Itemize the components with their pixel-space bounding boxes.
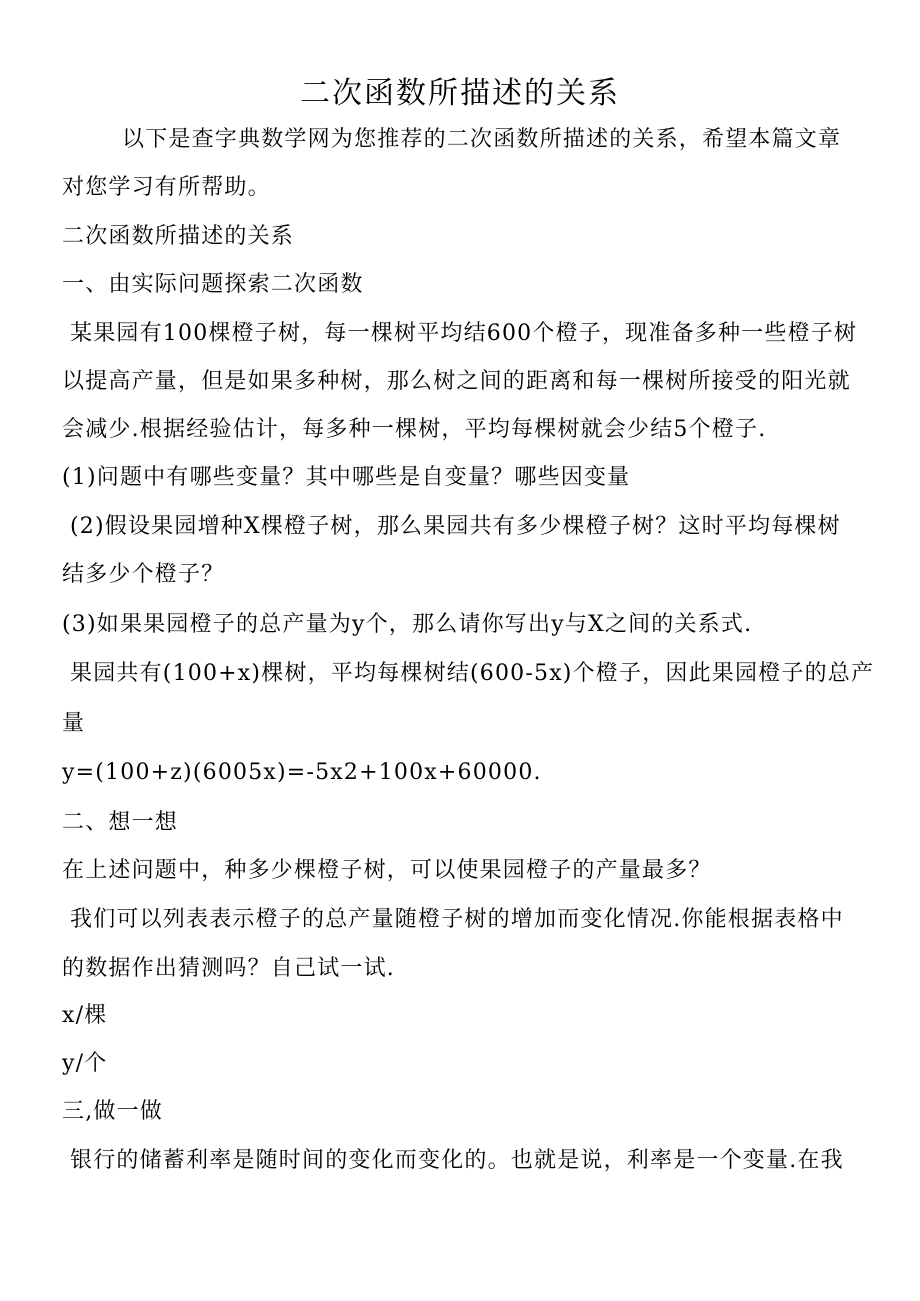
section-three-heading: 三,做一做 [62, 1099, 163, 1124]
paragraph-line: 会减少.根据经验估计，每多种一棵树，平均每棵树就会少结5个橙子. [62, 417, 767, 442]
paragraph-line: 银行的储蓄利率是随时间的变化而变化的。也就是说，利率是一个变量.在我 [70, 1148, 844, 1173]
intro-line-2: 对您学习有所帮助。 [62, 175, 271, 200]
intro-line-1: 以下是查字典数学网为您推荐的二次函数所描述的关系，希望本篇文章 [122, 127, 842, 152]
paragraph-line: 以提高产量，但是如果多种树，那么树之间的距离和每一棵树所接受的阳光就 [62, 369, 851, 394]
section-heading: 二次函数所描述的关系 [62, 224, 295, 249]
section-two-heading: 二、想一想 [62, 810, 179, 835]
question-3: (3)如果果园橙子的总产量为y个，那么请你写出y与X之间的关系式. [62, 612, 753, 637]
section-one-heading: 一、由实际问题探索二次函数 [62, 272, 364, 297]
formula-line: y=(100+z)(6005x)=-5x2+100x+60000. [62, 760, 542, 785]
question-2-line-2: 结多少个橙子？ [62, 562, 225, 587]
paragraph-line: 我们可以列表表示橙子的总产量随橙子树的增加而变化情况.你能根据表格中 [70, 907, 844, 932]
paragraph-line: 在上述问题中，种多少棵橙子树，可以使果园橙子的产量最多？ [62, 858, 712, 883]
question-1: (1)问题中有哪些变量？其中哪些是自变量？哪些因变量 [62, 465, 631, 490]
paragraph-line: 的数据作出猜测吗？自己试一试. [62, 956, 395, 981]
question-2-line-1: (2)假设果园增种X棵橙子树，那么果园共有多少棵橙子树？这时平均每棵树 [70, 514, 841, 539]
table-label-x: x/棵 [62, 1003, 108, 1028]
answer-line-1: 果园共有(100+x)棵树，平均每棵树结(600-5x)个橙子，因此果园橙子的总产 [70, 661, 875, 686]
paragraph-line: 某果园有100棵橙子树，每一棵树平均结600个橙子，现准备多种一些橙子树 [70, 321, 858, 346]
table-label-y: y/个 [62, 1051, 108, 1076]
answer-line-2: 量 [62, 711, 86, 736]
document-title: 二次函数所描述的关系 [300, 76, 620, 111]
